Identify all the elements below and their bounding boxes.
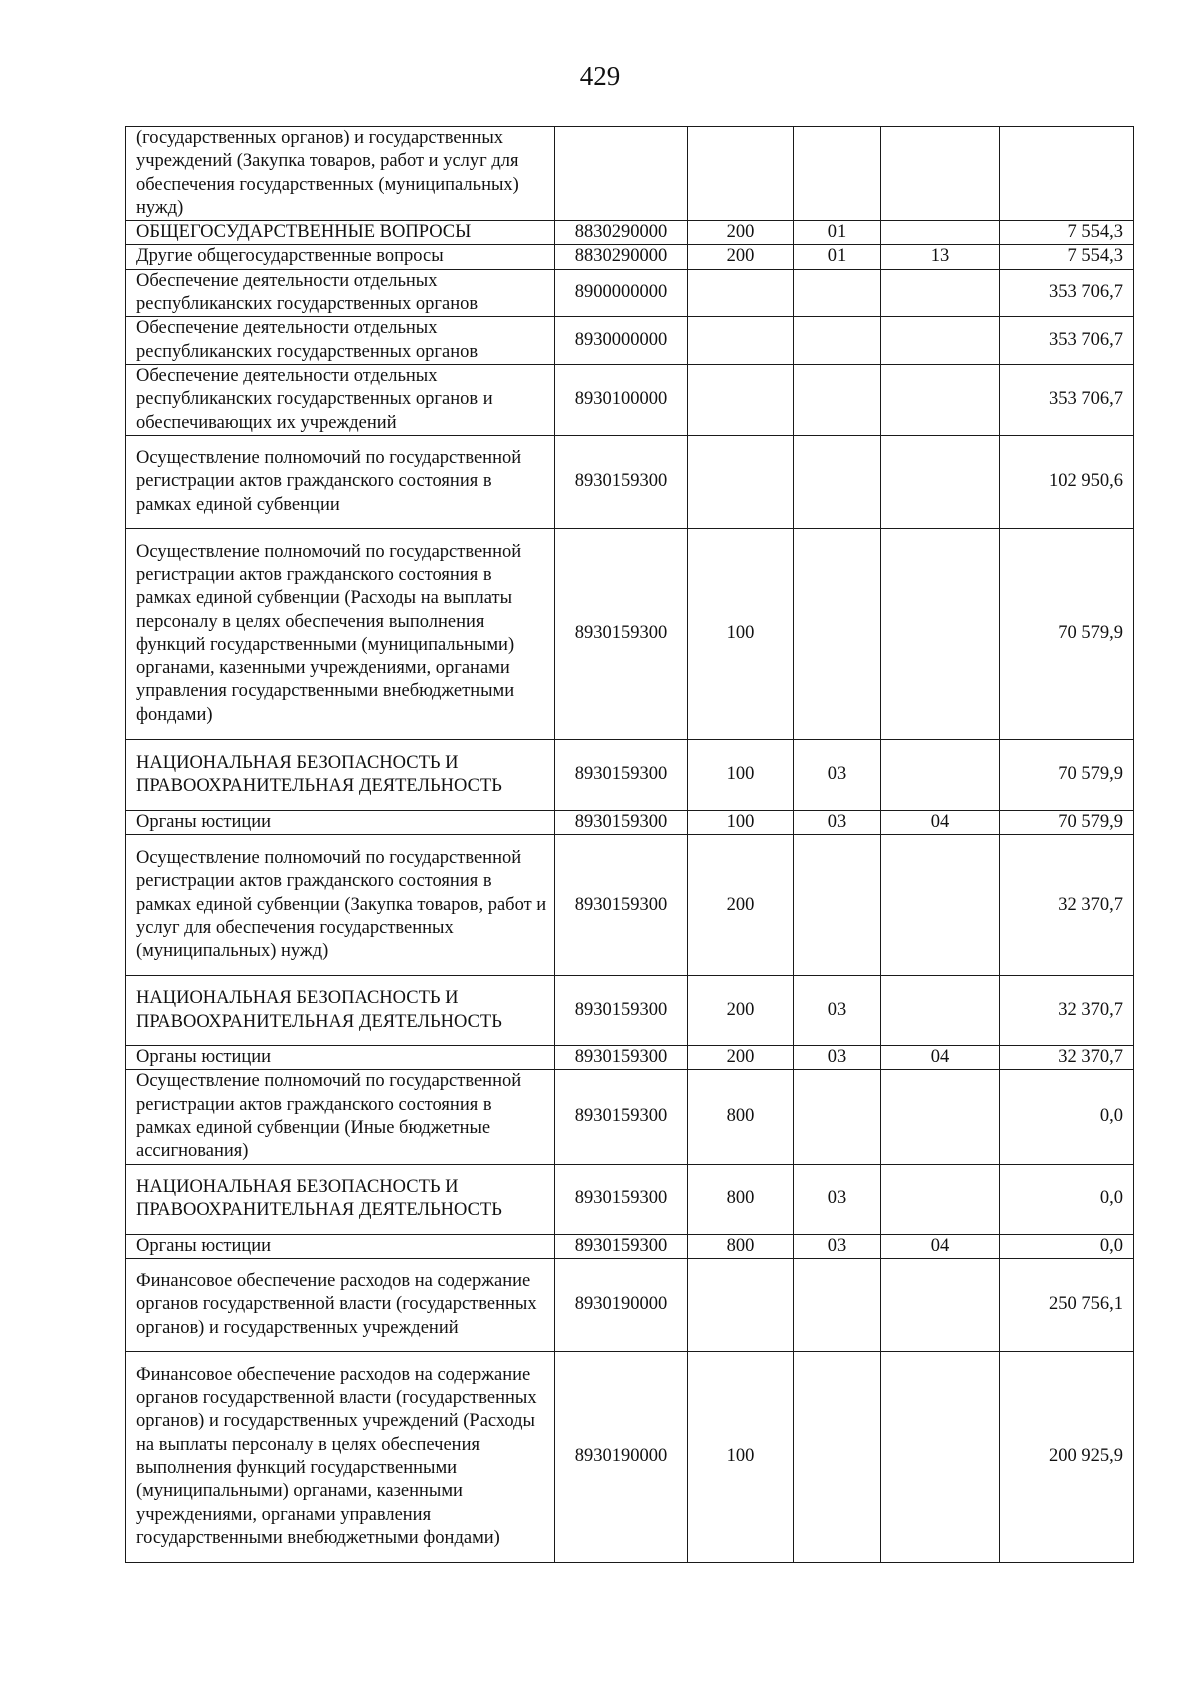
page-number: 429 [579, 61, 621, 91]
row-expense-type-code: 200 [688, 245, 794, 269]
row-target-article-code: 8930159300 [555, 1164, 688, 1234]
table-row [126, 1046, 1134, 1070]
table-row [126, 435, 1134, 528]
row-name: Финансовое обеспечение расходов на содержание органов государственной власти (государственных органов) и государственных учреждений (Расходы на выплаты персоналу в целях обеспечения выполнения функций государственными (муниципальными) органами, казенными учреждениями, органами управления государственными внебюджетными фондами) [126, 1351, 555, 1562]
row-section-code [794, 1070, 881, 1164]
row-expense-type-code: 200 [688, 835, 794, 976]
row-expense-type-code: 100 [688, 810, 794, 834]
row-expense-type-code: 100 [688, 739, 794, 810]
row-expense-type-code: 800 [688, 1234, 794, 1258]
row-name: НАЦИОНАЛЬНАЯ БЕЗОПАСНОСТЬ И ПРАВООХРАНИТЕЛЬНАЯ ДЕЯТЕЛЬНОСТЬ [126, 739, 555, 810]
row-section-code [794, 364, 881, 435]
row-name: НАЦИОНАЛЬНАЯ БЕЗОПАСНОСТЬ И ПРАВООХРАНИТЕЛЬНАЯ ДЕЯТЕЛЬНОСТЬ [126, 1164, 555, 1234]
row-amount: 7 554,3 [1000, 245, 1134, 269]
row-target-article-code: 8930190000 [555, 1258, 688, 1351]
row-name: Финансовое обеспечение расходов на содержание органов государственной власти (государственных органов) и государственных учреждений [126, 1258, 555, 1351]
row-name: Осуществление полномочий по государственной регистрации актов гражданского состояния в рамках единой субвенции (Иные бюджетные ассигнования) [126, 1070, 555, 1164]
row-target-article-code: 8930159300 [555, 835, 688, 976]
table-row [126, 1351, 1134, 1562]
row-subsection-code [881, 976, 1000, 1046]
row-expense-type-code: 800 [688, 1070, 794, 1164]
row-name: ОБЩЕГОСУДАРСТВЕННЫЕ ВОПРОСЫ [126, 221, 555, 245]
table-row [126, 835, 1134, 976]
row-subsection-code: 04 [881, 1046, 1000, 1070]
row-name: (государственных органов) и государственных учреждений (Закупка товаров, работ и услуг для обеспечения государственных (муниципальных) нужд) [126, 127, 555, 221]
row-expense-type-code [688, 435, 794, 528]
row-target-article-code: 8830290000 [555, 245, 688, 269]
row-section-code [794, 1258, 881, 1351]
row-expense-type-code [688, 269, 794, 317]
row-section-code: 03 [794, 810, 881, 834]
row-name: Органы юстиции [126, 810, 555, 834]
row-section-code: 03 [794, 1234, 881, 1258]
row-target-article-code: 8900000000 [555, 269, 688, 317]
row-expense-type-code [688, 127, 794, 221]
table-row [126, 127, 1134, 221]
row-section-code [794, 317, 881, 365]
table-row [126, 976, 1134, 1046]
row-subsection-code [881, 435, 1000, 528]
row-target-article-code: 8930159300 [555, 528, 688, 739]
row-expense-type-code [688, 1258, 794, 1351]
row-amount: 250 756,1 [1000, 1258, 1134, 1351]
row-expense-type-code: 200 [688, 221, 794, 245]
row-amount: 0,0 [1000, 1164, 1134, 1234]
row-target-article-code: 8930159300 [555, 1234, 688, 1258]
row-amount: 32 370,7 [1000, 1046, 1134, 1070]
row-amount: 7 554,3 [1000, 221, 1134, 245]
row-target-article-code: 8930159300 [555, 1046, 688, 1070]
row-subsection-code: 04 [881, 810, 1000, 834]
row-amount: 70 579,9 [1000, 739, 1134, 810]
row-subsection-code [881, 1070, 1000, 1164]
row-subsection-code [881, 127, 1000, 221]
row-name: Осуществление полномочий по государственной регистрации актов гражданского состояния в рамках единой субвенции [126, 435, 555, 528]
row-name: Осуществление полномочий по государственной регистрации актов гражданского состояния в рамках единой субвенции (Расходы на выплаты персоналу в целях обеспечения выполнения функций государственными (муниципальными) органами, казенными учреждениями, органами управления государственными внебюджетными фондами) [126, 528, 555, 739]
row-subsection-code [881, 1258, 1000, 1351]
row-name: Органы юстиции [126, 1046, 555, 1070]
row-expense-type-code: 800 [688, 1164, 794, 1234]
row-section-code [794, 435, 881, 528]
row-subsection-code [881, 221, 1000, 245]
row-expense-type-code: 100 [688, 528, 794, 739]
row-subsection-code [881, 364, 1000, 435]
row-name: Обеспечение деятельности отдельных республиканских государственных органов и обеспечивающих их учреждений [126, 364, 555, 435]
row-target-article-code: 8930100000 [555, 364, 688, 435]
row-subsection-code [881, 1351, 1000, 1562]
row-amount: 32 370,7 [1000, 976, 1134, 1046]
row-section-code: 03 [794, 1046, 881, 1070]
row-name: Обеспечение деятельности отдельных республиканских государственных органов [126, 269, 555, 317]
row-target-article-code: 8930159300 [555, 976, 688, 1046]
row-subsection-code [881, 528, 1000, 739]
row-subsection-code [881, 739, 1000, 810]
row-target-article-code: 8930159300 [555, 810, 688, 834]
row-target-article-code [555, 127, 688, 221]
row-subsection-code [881, 317, 1000, 365]
row-expense-type-code: 200 [688, 1046, 794, 1070]
row-amount: 353 706,7 [1000, 364, 1134, 435]
table-row [126, 528, 1134, 739]
row-name: НАЦИОНАЛЬНАЯ БЕЗОПАСНОСТЬ И ПРАВООХРАНИТЕЛЬНАЯ ДЕЯТЕЛЬНОСТЬ [126, 976, 555, 1046]
row-target-article-code: 8930000000 [555, 317, 688, 365]
table-row [126, 317, 1134, 365]
row-expense-type-code: 200 [688, 976, 794, 1046]
row-expense-type-code: 100 [688, 1351, 794, 1562]
row-name: Другие общегосударственные вопросы [126, 245, 555, 269]
table-row [126, 1258, 1134, 1351]
row-section-code: 03 [794, 739, 881, 810]
table-row [126, 810, 1134, 834]
table-row [126, 739, 1134, 810]
row-amount: 353 706,7 [1000, 269, 1134, 317]
row-subsection-code [881, 835, 1000, 976]
row-amount: 353 706,7 [1000, 317, 1134, 365]
budget-table [125, 126, 1134, 1563]
row-amount: 70 579,9 [1000, 810, 1134, 834]
budget-table-body [126, 127, 1134, 1563]
row-target-article-code: 8930159300 [555, 435, 688, 528]
table-row [126, 1234, 1134, 1258]
row-amount: 70 579,9 [1000, 528, 1134, 739]
row-amount: 0,0 [1000, 1070, 1134, 1164]
row-amount: 102 950,6 [1000, 435, 1134, 528]
row-name: Осуществление полномочий по государственной регистрации актов гражданского состояния в рамках единой субвенции (Закупка товаров, работ и услуг для обеспечения государственных (муниципальных) нужд) [126, 835, 555, 976]
row-subsection-code [881, 269, 1000, 317]
row-target-article-code: 8930159300 [555, 739, 688, 810]
row-amount: 0,0 [1000, 1234, 1134, 1258]
table-row [126, 1070, 1134, 1164]
row-section-code: 01 [794, 221, 881, 245]
row-target-article-code: 8930159300 [555, 1070, 688, 1164]
row-amount [1000, 127, 1134, 221]
row-section-code [794, 1351, 881, 1562]
table-row [126, 269, 1134, 317]
row-section-code: 01 [794, 245, 881, 269]
row-section-code [794, 127, 881, 221]
row-expense-type-code [688, 364, 794, 435]
row-expense-type-code [688, 317, 794, 365]
row-subsection-code: 04 [881, 1234, 1000, 1258]
row-name: Органы юстиции [126, 1234, 555, 1258]
row-section-code [794, 835, 881, 976]
table-row [126, 1164, 1134, 1234]
row-section-code: 03 [794, 976, 881, 1046]
row-amount: 200 925,9 [1000, 1351, 1134, 1562]
row-section-code [794, 528, 881, 739]
row-section-code: 03 [794, 1164, 881, 1234]
table-row [126, 364, 1134, 435]
row-target-article-code: 8930190000 [555, 1351, 688, 1562]
row-target-article-code: 8830290000 [555, 221, 688, 245]
table-row [126, 245, 1134, 269]
row-subsection-code: 13 [881, 245, 1000, 269]
row-subsection-code [881, 1164, 1000, 1234]
row-section-code [794, 269, 881, 317]
row-name: Обеспечение деятельности отдельных республиканских государственных органов [126, 317, 555, 365]
table-row [126, 221, 1134, 245]
row-amount: 32 370,7 [1000, 835, 1134, 976]
